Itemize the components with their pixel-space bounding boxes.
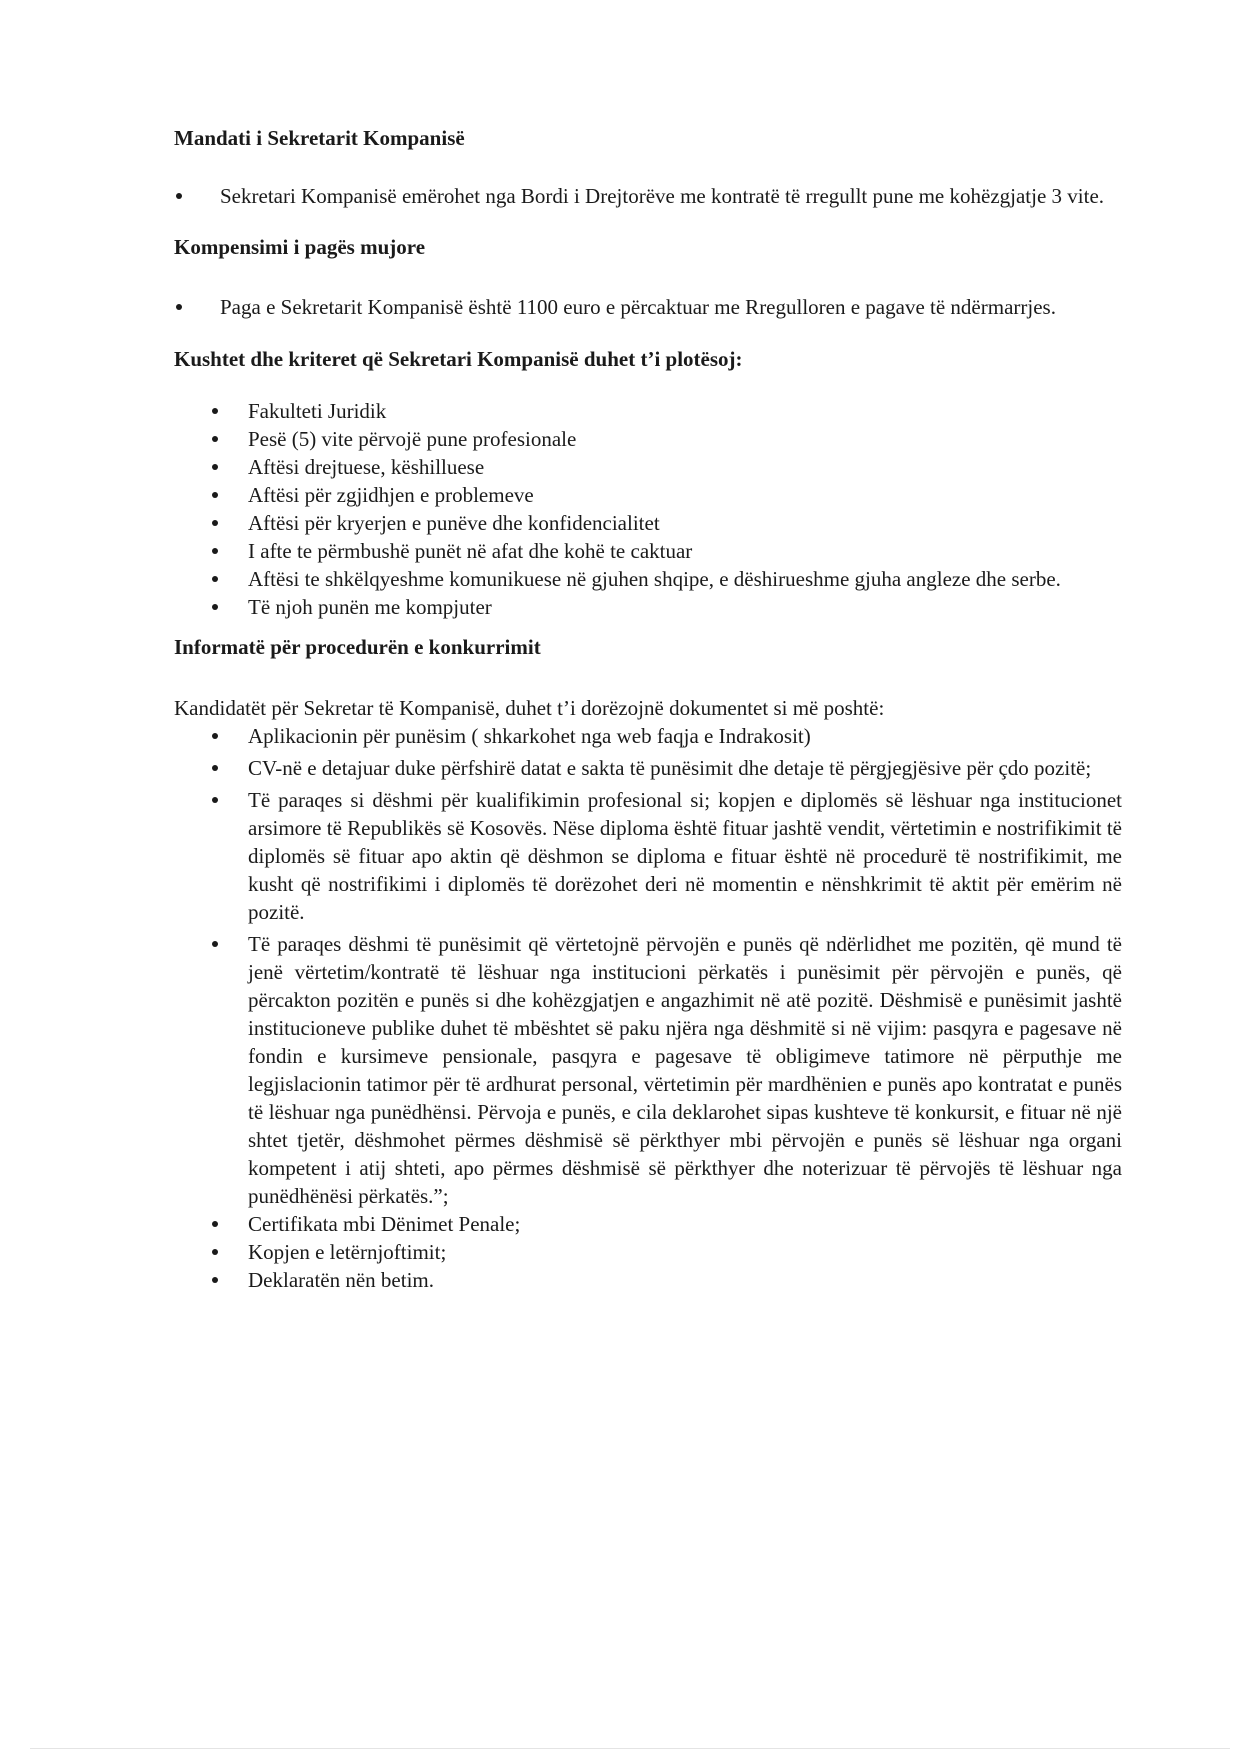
heading-kompensimi: Kompensimi i pagës mujore: [174, 235, 426, 259]
list-item: [174, 593, 1122, 621]
scan-edge-line: [30, 1748, 1230, 1749]
list-item-text: Paga e Sekretarit Kompanisë është 1100 euro e përcaktuar me Rregulloren e pagave të ndërmarrjes.: [220, 295, 1056, 319]
bullet-icon: [212, 733, 218, 739]
list-mandati: [174, 182, 1122, 210]
list-item-text: Fakulteti Juridik: [248, 399, 387, 423]
list-item-text: Deklaratën nën betim.: [248, 1268, 435, 1292]
bullet-icon: [212, 520, 218, 526]
list-item-text: Sekretari Kompanisë emërohet nga Bordi i Drejtorëve me kontratë të rregullt pune me kohëzgjatje 3 vite.: [220, 184, 1105, 208]
bullet-icon: [212, 1277, 218, 1283]
list-item-text: Aftësi te shkëlqyeshme komunikuese në gjuhen shqipe, e dëshirueshme gjuha angleze dhe serbe.: [248, 567, 1061, 591]
bullet-icon: [212, 492, 218, 498]
list-item-text: Aplikacionin për punësim ( shkarkohet nga web faqja e Indrakosit): [248, 724, 811, 748]
list-item: [174, 481, 1122, 509]
list-item: [174, 1266, 1122, 1294]
list-item: [174, 930, 1122, 1210]
list-item: [174, 293, 1122, 321]
list-item-text: Aftësi për kryerjen e punëve dhe konfidencialitet: [248, 511, 660, 535]
list-item: [174, 754, 1122, 782]
list-item: [174, 397, 1122, 425]
bullet-icon: [212, 464, 218, 470]
heading-mandati: Mandati i Sekretarit Kompanisë: [174, 126, 465, 150]
bullet-icon: [212, 1249, 218, 1255]
bullet-icon: [212, 436, 218, 442]
bullet-icon: [212, 1221, 218, 1227]
list-kompensimi: [174, 293, 1122, 321]
list-item: [174, 722, 1122, 750]
list-item-text: Kopjen e letërnjoftimit;: [248, 1240, 447, 1264]
list-item: [174, 537, 1122, 565]
intro-paragraph: Kandidatët për Sekretar të Kompanisë, duhet t’i dorëzojnë dokumentet si më poshtë:: [174, 696, 885, 720]
list-item: [174, 182, 1122, 210]
bullet-icon: [212, 604, 218, 610]
bullet-icon: [212, 797, 218, 803]
list-item-text: Të njoh punën me kompjuter: [248, 595, 492, 619]
list-item-text: I afte te përmbushë punët në afat dhe kohë te caktuar: [248, 539, 693, 563]
list-item: [174, 786, 1122, 926]
list-item-text: Të paraqes si dëshmi për kualifikimin profesional si; kopjen e diplomës së lëshuar nga institucionet arsimore të Republikës së Kosovës. Nëse diploma është fituar jashtë vendit, vërtetimin e nostrifikimit të diplomës së fituar apo aktin që dëshmon se diploma e fituar është në procedurë të nostrifikimit, me kusht që nostrifikimi i diplomës të dorëzohet deri në momentin e nënshkrimit të aktit për emërim në pozitë.: [248, 788, 1122, 924]
list-item: [174, 425, 1122, 453]
bullet-icon: [212, 548, 218, 554]
list-item-text: Pesë (5) vite përvojë pune profesionale: [248, 427, 577, 451]
list-item: [174, 1238, 1122, 1266]
list-informate: [174, 722, 1122, 1294]
list-item: [174, 453, 1122, 481]
list-item-text: Aftësi drejtuese, këshilluese: [248, 455, 485, 479]
bullet-icon: [176, 304, 182, 310]
heading-informate: Informatë për procedurën e konkurrimit: [174, 635, 541, 659]
list-item-text: Aftësi për zgjidhjen e problemeve: [248, 483, 534, 507]
list-kushtet: [174, 397, 1122, 621]
bullet-icon: [212, 765, 218, 771]
heading-kushtet: Kushtet dhe kriteret që Sekretari Kompanisë duhet t’i plotësoj:: [174, 347, 743, 371]
list-item: [174, 565, 1122, 593]
list-item: [174, 509, 1122, 537]
list-item-text: CV-në e detajuar duke përfshirë datat e sakta të punësimit dhe detaje të përgjegjësive për çdo pozitë;: [248, 756, 1092, 780]
bullet-icon: [212, 576, 218, 582]
bullet-icon: [212, 408, 218, 414]
list-item-text: Të paraqes dëshmi të punësimit që vërtetojnë përvojën e punës që ndërlidhet me pozitën, që mund të jenë vërtetim/kontratë të lëshuar nga institucioni përkatës i punësimit për përvojën e punës, që përcakton pozitën e punës si dhe kohëzgjatjen e angazhimit në atë pozitë. Dëshmisë e punësimit jashtë institucioneve publike duhet të mbështet së paku njëra nga dëshmitë si në vijim: pasqyra e pagesave në fondin e kursimeve pensionale, pasqyra e pagesave të obligimeve tatimore në përputhje me legjislacionin tatimor për të ardhurat personal, vërtetimin për mardhënien e punës apo kontratat e punës të lëshuar nga punëdhënsi. Përvoja e punës, e cila deklarohet sipas kushteve të konkursit, e fituar në një shtet tjetër, dëshmohet përmes dëshmisë së përkthyer mbi përvojën e punës së lëshuar nga organi kompetent i atij shteti, apo përmes dëshmisë së përkthyer dhe noterizuar të përvojës të lëshuar nga punëdhënësi përkatës.”;: [248, 932, 1122, 1208]
list-item: [174, 1210, 1122, 1238]
bullet-icon: [212, 941, 218, 947]
bullet-icon: [176, 193, 182, 199]
document-content: [174, 124, 1122, 1294]
list-item-text: Certifikata mbi Dënimet Penale;: [248, 1212, 521, 1236]
